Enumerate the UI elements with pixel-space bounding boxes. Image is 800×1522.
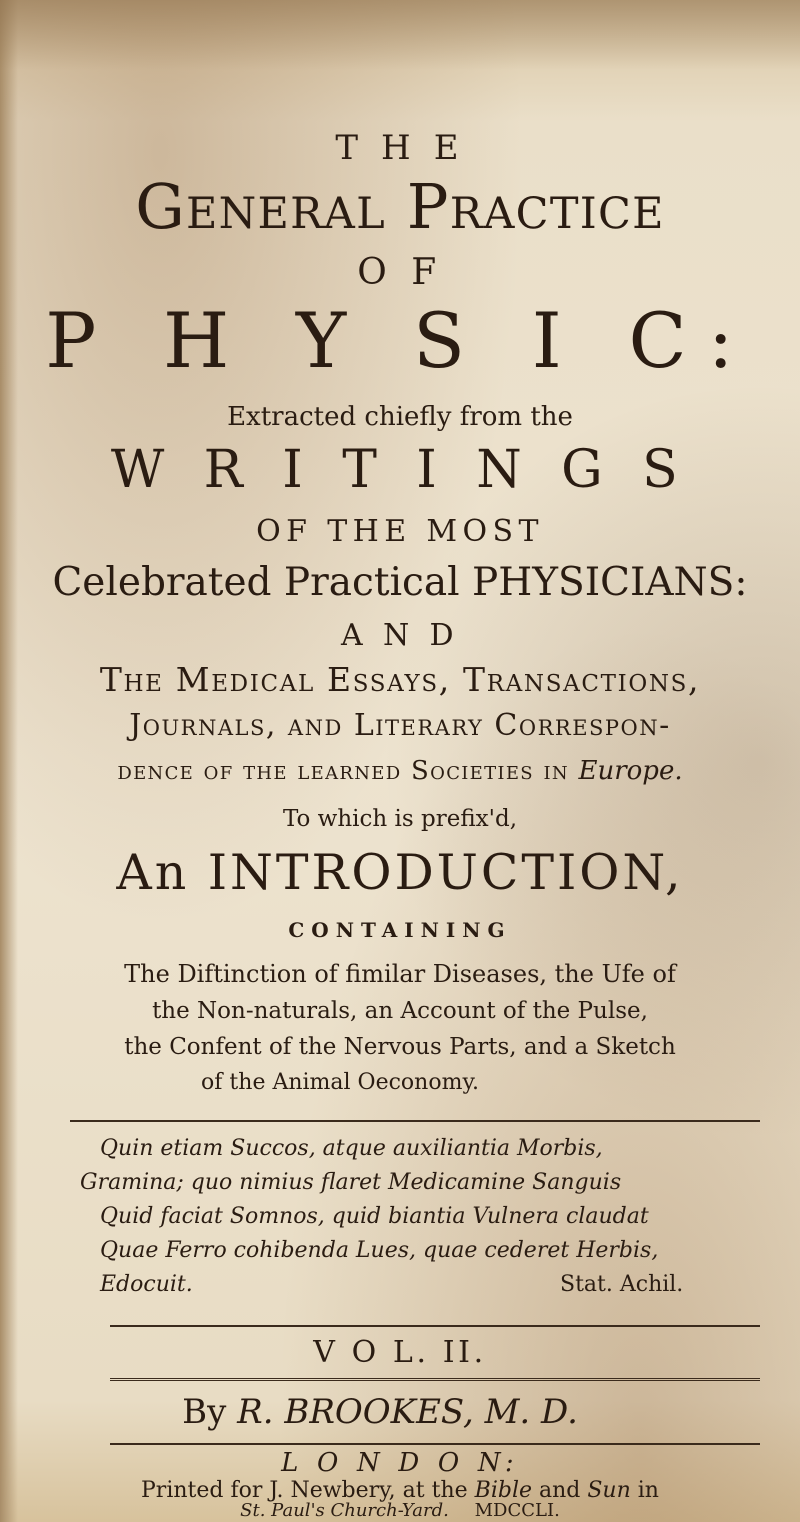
imprint-bible: Bible [474,1478,532,1503]
imprint-and: and [532,1478,588,1503]
containing-heading: CONTAINING [288,918,512,942]
subtitle-celebrated: Celebrated Practical PHYSICIANS: [52,560,748,605]
subtitle-writings: W R I T I N G S [110,440,690,500]
title-the: T H E [335,128,465,168]
description-line-3: the Confent of the Nervous Parts, and a Sketch [124,1034,676,1060]
epigraph-line-5: Edocuit. [100,1272,193,1297]
imprint-in: in [630,1478,659,1503]
epigraph-attribution: Stat. Achil. [560,1272,684,1297]
epigraph-line-2: Gramina; quo nimius flaret Medicamine Sanguis [80,1170,622,1195]
imprint-city: L O N D O N: [281,1448,519,1478]
subtitle-line3 [0,756,800,786]
author-by: By [182,1392,238,1432]
description-line-2: the Non-naturals, an Account of the Pulse, [152,998,648,1024]
epigraph-line-1: Quin etiam Succos, atque auxiliantia Morbis, [100,1136,603,1161]
subtitle-europe: Europe. [578,756,683,786]
description-line-4: of the Animal Oeconomy. [201,1070,479,1095]
subtitle-line3-text: dence of the learned Societies in [117,756,579,786]
subtitle-line2: Journals, and Literary Correspon- [129,708,671,743]
imprint-printed-for: Printed for J. Newbery, at the [141,1478,475,1503]
subtitle-extracted: Extracted chiefly from the [227,402,573,432]
title-of: O F [357,252,443,293]
page-top-stain [0,0,800,70]
subtitle-and: A N D [340,618,460,653]
volume-label: V O L. II. [313,1335,487,1370]
imprint-sun: Sun [587,1478,631,1503]
author-name: R. BROOKES, M. D. [237,1392,578,1432]
epigraph-line-3: Quid faciat Somnos, quid biantia Vulnera claudat [100,1204,649,1229]
imprint-date: MDCCLI. [474,1500,560,1521]
subtitle-of-the-most: OF THE MOST [256,514,544,549]
title-general-practice: General Practice [135,170,665,243]
description-line-1: The Diftinction of fimilar Diseases, the Ufe of [124,960,676,988]
imprint-line-2 [0,1500,800,1521]
rule-above-imprint [110,1443,760,1445]
prefixed-text: To which is prefix'd, [282,806,518,832]
epigraph-line-4: Quae Ferro cohibenda Lues, quae cederet Herbis, [100,1238,659,1263]
rule-above-volume [110,1325,760,1327]
rule-below-volume [110,1378,760,1381]
subtitle-line1: The Medical Essays, Transactions, [99,660,701,699]
introduction-heading: An INTRODUCTION, [116,844,684,901]
imprint-address: St. Paul's Church-Yard. [240,1500,449,1521]
title-physic: P H Y S I C: [45,296,755,385]
rule-above-epigraph [70,1120,760,1122]
author-line [0,1392,780,1432]
